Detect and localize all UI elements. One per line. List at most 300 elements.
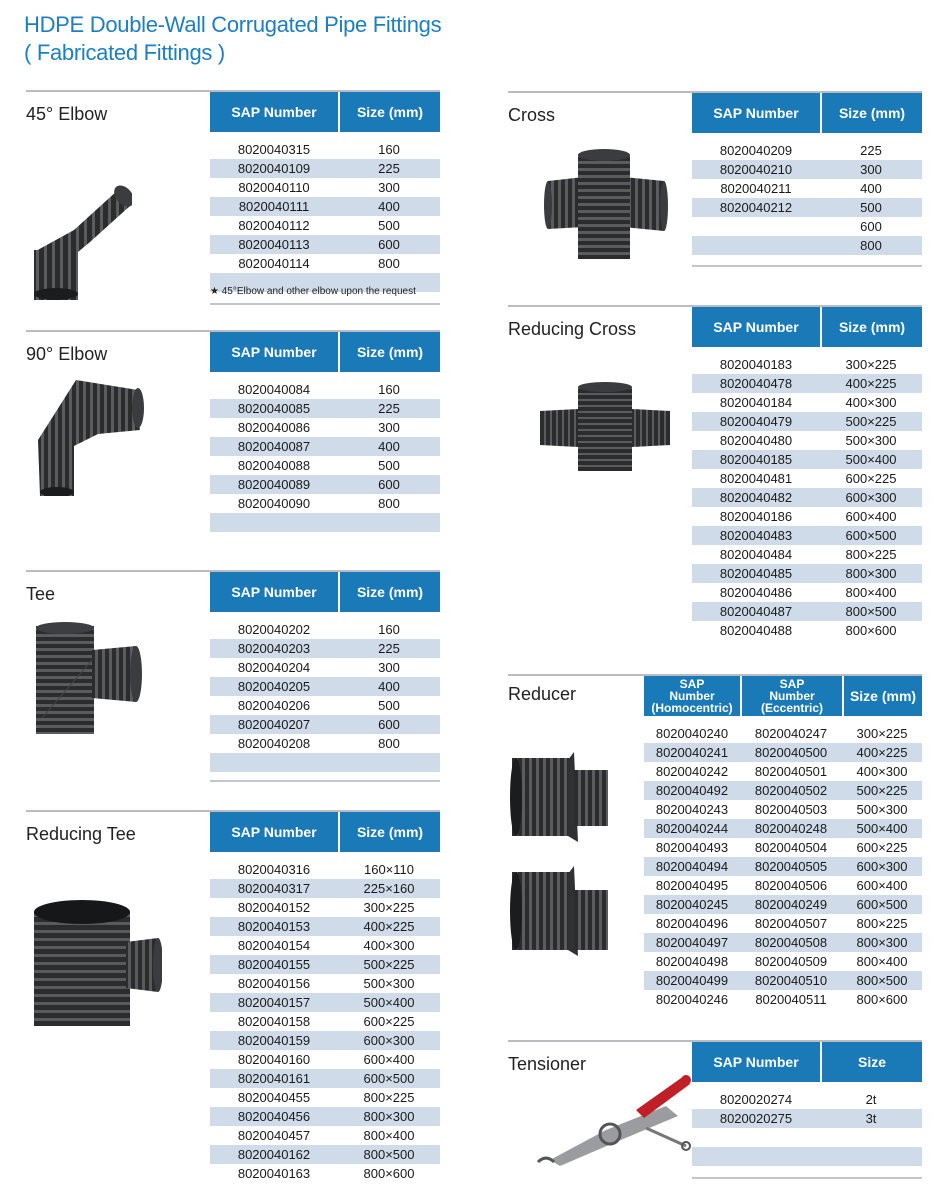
section-tee — [26, 570, 440, 790]
table-row — [692, 1109, 922, 1128]
sap-number-cell: 8020040249 — [754, 897, 828, 912]
sap-number-cell: 8020040484 — [719, 547, 793, 562]
elbow90-table — [210, 332, 440, 551]
section-title: Cross — [508, 105, 556, 125]
sap-number-cell: 8020040162 — [237, 1147, 311, 1162]
column-header: SAP Number (Homocentric) — [644, 676, 740, 716]
table-row — [692, 545, 922, 564]
table-row — [210, 879, 440, 898]
table-row — [644, 724, 922, 743]
table-row — [210, 235, 440, 254]
tee-table — [210, 572, 440, 772]
empty-row — [692, 1147, 922, 1166]
sap-number-cell: 8020040157 — [237, 995, 311, 1010]
column-header: Size (mm) — [338, 812, 440, 852]
sap-number-cell: 8020040247 — [754, 726, 828, 741]
sap-number-cell: 8020040111 — [238, 199, 310, 214]
table-row — [644, 876, 922, 895]
size-cell: 800 — [378, 256, 400, 271]
section-reducer — [508, 674, 922, 1007]
size-cell: 400 — [860, 181, 882, 196]
sap-number-cell: 8020020274 — [719, 1092, 793, 1107]
size-cell: 400×300 — [845, 395, 897, 410]
sap-number-cell: 8020040087 — [237, 439, 311, 454]
size-cell: 300 — [860, 162, 882, 177]
table-row — [692, 431, 922, 450]
sap-number-cell: 8020040212 — [719, 200, 793, 215]
table-row — [692, 583, 922, 602]
size-cell: 600×225 — [856, 840, 908, 855]
column-header: Size (mm) — [842, 676, 922, 716]
column-header: SAP Number (Eccentric) — [740, 676, 842, 716]
size-cell: 500×300 — [845, 433, 897, 448]
sap-number-cell: 8020040243 — [655, 802, 729, 817]
column-header: Size (mm) — [820, 93, 922, 133]
sap-number-cell: 8020040508 — [754, 935, 828, 950]
size-cell: 300×225 — [856, 726, 908, 741]
size-cell: 600×300 — [363, 1033, 415, 1048]
sap-number-cell: 8020040481 — [719, 471, 793, 486]
table-row — [210, 993, 440, 1012]
size-cell: 800×225 — [845, 547, 897, 562]
table-row — [644, 838, 922, 857]
size-cell: 300×225 — [845, 357, 897, 372]
page-subtitle: ( Fabricated Fittings ) — [24, 40, 225, 65]
sap-number-cell: 8020040482 — [719, 490, 793, 505]
sap-number-cell: 8020040506 — [754, 878, 828, 893]
table-row — [210, 955, 440, 974]
table-row — [692, 488, 922, 507]
size-cell: 800×225 — [363, 1090, 415, 1105]
size-cell: 600×300 — [845, 490, 897, 505]
sap-number-cell: 8020040202 — [237, 622, 311, 637]
table-row — [210, 1088, 440, 1107]
table-row — [210, 1107, 440, 1126]
sap-number-cell: 8020040160 — [237, 1052, 311, 1067]
sap-number-cell: 8020040492 — [655, 783, 729, 798]
table-row — [644, 781, 922, 800]
reducing-tee-table — [210, 812, 440, 1183]
sap-number-cell: 8020040502 — [754, 783, 828, 798]
size-cell: 500×400 — [363, 995, 415, 1010]
sap-number-cell: 8020040248 — [754, 821, 828, 836]
page-title: HDPE Double-Wall Corrugated Pipe Fittings — [24, 12, 442, 37]
size-cell: 800×500 — [856, 973, 908, 988]
table-row — [210, 1031, 440, 1050]
table-row — [692, 1090, 922, 1109]
empty-row — [210, 513, 440, 532]
table-row — [644, 819, 922, 838]
sap-number-cell: 8020040155 — [237, 957, 311, 972]
sap-number-cell: 8020040485 — [719, 566, 793, 581]
reducing-cross-pipe-image — [538, 381, 672, 480]
sap-number-cell: 8020040085 — [237, 401, 311, 416]
sap-number-cell: 8020040114 — [238, 256, 310, 271]
tensioner-tool-image — [536, 1070, 696, 1175]
size-cell: 400×225 — [856, 745, 908, 760]
column-header: Size (mm) — [820, 307, 922, 347]
sap-number-cell: 8020040185 — [719, 452, 793, 467]
table-row — [210, 639, 440, 658]
tensioner-table — [692, 1042, 922, 1185]
size-cell: 500 — [378, 218, 400, 233]
table-row — [210, 1126, 440, 1145]
column-header: SAP Number — [210, 92, 338, 132]
table-row — [644, 971, 922, 990]
sap-number-cell: 8020040245 — [655, 897, 729, 912]
sap-number-cell: 8020040186 — [719, 509, 793, 524]
sap-number-cell: 8020040089 — [237, 477, 311, 492]
footnote: ★ 45°Elbow and other elbow upon the request — [210, 286, 416, 297]
table-row — [210, 418, 440, 437]
sap-number-cell: 8020040163 — [237, 1166, 311, 1181]
size-cell: 500×300 — [363, 976, 415, 991]
sap-number-cell: 8020040455 — [237, 1090, 311, 1105]
size-cell: 600×225 — [845, 471, 897, 486]
sap-number-cell: 8020040241 — [655, 745, 729, 760]
sap-number-cell: 8020040478 — [719, 376, 793, 391]
table-header — [210, 332, 440, 372]
sap-number-cell: 8020040479 — [719, 414, 793, 429]
size-cell: 160 — [378, 622, 400, 637]
sap-number-cell: 8020040483 — [719, 528, 793, 543]
table-header — [644, 676, 922, 716]
table-row — [210, 1145, 440, 1164]
table-row — [692, 160, 922, 179]
table-row — [644, 762, 922, 781]
size-cell: 225 — [378, 401, 400, 416]
sap-number-cell: 8020040511 — [755, 992, 827, 1007]
sap-number-cell: 8020040486 — [719, 585, 793, 600]
column-header: SAP Number — [210, 572, 338, 612]
size-cell: 600×500 — [363, 1071, 415, 1086]
size-cell: 800 — [378, 496, 400, 511]
reducer-table — [644, 676, 922, 1009]
sap-number-cell: 8020040159 — [237, 1033, 311, 1048]
table-row — [210, 860, 440, 879]
size-cell: 500 — [378, 698, 400, 713]
sap-number-cell: 8020040499 — [655, 973, 729, 988]
size-cell: 3t — [865, 1111, 877, 1126]
elbow45-table — [210, 92, 440, 292]
table-row — [210, 1069, 440, 1088]
section-title: Reducer — [508, 684, 577, 704]
section-title: Tensioner — [508, 1054, 587, 1074]
table-row — [692, 621, 922, 640]
table-row — [692, 374, 922, 393]
table-row — [210, 254, 440, 273]
section-title: 45° Elbow — [26, 104, 108, 124]
sap-number-cell: 8020040509 — [754, 954, 828, 969]
table-header — [210, 812, 440, 852]
column-header: SAP Number — [692, 93, 820, 133]
table-row — [644, 990, 922, 1009]
table-row — [210, 437, 440, 456]
sap-number-cell: 8020040503 — [754, 802, 828, 817]
table-header — [210, 572, 440, 612]
table-row — [692, 198, 922, 217]
column-header: SAP Number — [692, 307, 820, 347]
sap-number-cell: 8020040498 — [655, 954, 729, 969]
sap-number-cell: 8020040501 — [754, 764, 828, 779]
sap-number-cell: 8020040507 — [754, 916, 828, 931]
elbow90-pipe-image — [34, 378, 146, 501]
size-cell: 500×225 — [856, 783, 908, 798]
size-cell: 225 — [378, 641, 400, 656]
table-row — [210, 1050, 440, 1069]
tee-pipe-image — [32, 620, 142, 741]
table-row — [210, 620, 440, 639]
size-cell: 400×225 — [363, 919, 415, 934]
table-row — [644, 857, 922, 876]
sap-number-cell: 8020040203 — [237, 641, 311, 656]
size-cell: 500×400 — [856, 821, 908, 836]
sap-number-cell: 8020020275 — [719, 1111, 793, 1126]
reducing-cross-table — [692, 307, 922, 640]
size-cell: 600×300 — [856, 859, 908, 874]
section-title: Tee — [26, 584, 56, 604]
size-cell: 800×225 — [856, 916, 908, 931]
sap-number-cell: 8020040242 — [655, 764, 729, 779]
size-cell: 300 — [378, 180, 400, 195]
size-cell: 400 — [378, 439, 400, 454]
sap-number-cell: 8020040154 — [237, 938, 311, 953]
table-row — [692, 507, 922, 526]
column-header: SAP Number — [692, 1042, 820, 1082]
cross-table — [692, 93, 922, 255]
table-row — [644, 800, 922, 819]
size-cell: 800×400 — [856, 954, 908, 969]
table-row — [692, 450, 922, 469]
size-cell: 600×400 — [845, 509, 897, 524]
sap-number-cell: 8020040244 — [655, 821, 729, 836]
column-header: Size (mm) — [338, 572, 440, 612]
size-cell: 500 — [860, 200, 882, 215]
size-cell: 400×300 — [363, 938, 415, 953]
table-row — [210, 197, 440, 216]
sap-number-cell: 8020040153 — [237, 919, 311, 934]
size-cell: 400 — [378, 199, 400, 214]
elbow45-pipe-image — [28, 168, 132, 305]
size-cell: 600×500 — [845, 528, 897, 543]
sap-number-cell: 8020040488 — [719, 623, 793, 638]
size-cell: 600 — [378, 717, 400, 732]
table-row — [210, 216, 440, 235]
section-reducing-cross — [508, 305, 922, 638]
size-cell: 600 — [378, 237, 400, 252]
sap-number-cell: 8020040205 — [237, 679, 311, 694]
size-cell: 225 — [860, 143, 882, 158]
size-cell: 400×225 — [845, 376, 897, 391]
sap-number-cell: 8020040240 — [655, 726, 729, 741]
size-cell: 800×400 — [845, 585, 897, 600]
sap-number-cell: 8020040246 — [655, 992, 729, 1007]
sap-number-cell: 8020040206 — [237, 698, 311, 713]
column-header: SAP Number — [210, 812, 338, 852]
table-row — [644, 933, 922, 952]
sap-number-cell: 8020040317 — [237, 881, 311, 896]
size-cell: 300 — [378, 660, 400, 675]
table-row — [692, 179, 922, 198]
size-cell: 500×300 — [856, 802, 908, 817]
section-bottom-rule — [692, 1177, 922, 1179]
table-row — [210, 734, 440, 753]
size-cell: 160 — [378, 142, 400, 157]
sap-number-cell: 8020040497 — [655, 935, 729, 950]
table-row — [692, 526, 922, 545]
size-cell: 400 — [378, 679, 400, 694]
size-cell: 160 — [378, 382, 400, 397]
table-row — [210, 658, 440, 677]
table-row — [210, 1012, 440, 1031]
sap-number-cell: 8020040505 — [754, 859, 828, 874]
sap-number-cell: 8020040109 — [237, 161, 311, 176]
column-header: Size (mm) — [338, 92, 440, 132]
sap-number-cell: 8020040156 — [237, 976, 311, 991]
size-cell: 300 — [378, 420, 400, 435]
table-row — [210, 898, 440, 917]
size-cell: 600×400 — [856, 878, 908, 893]
size-cell: 600×225 — [363, 1014, 415, 1029]
sap-number-cell: 8020040204 — [237, 660, 311, 675]
sap-number-cell: 8020040456 — [237, 1109, 311, 1124]
section-reducing-tee — [26, 810, 440, 1182]
column-header: Size — [820, 1042, 922, 1082]
table-row — [692, 564, 922, 583]
size-cell: 800×500 — [363, 1147, 415, 1162]
empty-row — [210, 753, 440, 772]
sap-number-cell: 8020040110 — [238, 180, 310, 195]
sap-number-cell: 8020040207 — [237, 717, 311, 732]
table-row — [210, 696, 440, 715]
size-cell: 600×500 — [856, 897, 908, 912]
size-cell: 800×400 — [363, 1128, 415, 1143]
size-cell: 500×400 — [845, 452, 897, 467]
table-row — [692, 355, 922, 374]
table-row — [210, 456, 440, 475]
size-cell: 800×600 — [363, 1166, 415, 1181]
size-cell: 500×225 — [363, 957, 415, 972]
size-cell: 500×225 — [845, 414, 897, 429]
sap-number-cell: 8020040494 — [655, 859, 729, 874]
sap-number-cell: 8020040208 — [237, 736, 311, 751]
sap-number-cell: 8020040504 — [754, 840, 828, 855]
sap-number-cell: 8020040158 — [237, 1014, 311, 1029]
section-tensioner — [508, 1040, 922, 1190]
table-row — [210, 917, 440, 936]
size-cell: 225 — [378, 161, 400, 176]
size-cell: 160×110 — [363, 862, 414, 877]
size-cell: 800 — [860, 238, 882, 253]
reducer-eccentric-image — [508, 864, 612, 963]
column-header: Size (mm) — [338, 332, 440, 372]
sap-number-cell: 8020040496 — [655, 916, 729, 931]
table-row — [692, 412, 922, 431]
sap-number-cell: 8020040152 — [237, 900, 311, 915]
table-row — [210, 140, 440, 159]
reducing-tee-pipe-image — [30, 898, 162, 1035]
section-title: Reducing Cross — [508, 319, 637, 339]
sap-number-cell: 8020040510 — [754, 973, 828, 988]
empty-row — [210, 532, 440, 551]
sap-number-cell: 8020040084 — [237, 382, 311, 397]
sap-number-cell: 8020040457 — [237, 1128, 311, 1143]
size-cell: 500 — [378, 458, 400, 473]
table-row — [210, 380, 440, 399]
sap-number-cell: 8020040500 — [754, 745, 828, 760]
reducer-homocentric-image — [508, 750, 612, 849]
size-cell: 300×225 — [363, 900, 415, 915]
table-row — [644, 895, 922, 914]
size-cell: 800×300 — [845, 566, 897, 581]
table-row — [210, 1164, 440, 1183]
table-row — [692, 217, 922, 236]
table-row — [692, 469, 922, 488]
table-row — [210, 475, 440, 494]
table-header — [692, 307, 922, 347]
sap-number-cell: 8020040316 — [237, 862, 311, 877]
empty-row — [692, 1128, 922, 1147]
size-cell: 2t — [865, 1092, 877, 1107]
table-row — [692, 236, 922, 255]
sap-number-cell: 8020040493 — [655, 840, 729, 855]
section-title: 90° Elbow — [26, 344, 108, 364]
table-row — [644, 743, 922, 762]
sap-number-cell: 8020040086 — [237, 420, 311, 435]
table-row — [210, 677, 440, 696]
section-bottom-rule — [210, 303, 440, 305]
empty-row — [692, 1166, 922, 1185]
table-row — [210, 715, 440, 734]
table-row — [692, 602, 922, 621]
table-row — [210, 399, 440, 418]
table-row — [210, 936, 440, 955]
size-cell: 600 — [378, 477, 400, 492]
table-header — [692, 93, 922, 133]
sap-number-cell: 8020040112 — [238, 218, 310, 233]
size-cell: 600 — [860, 219, 882, 234]
table-header — [210, 92, 440, 132]
section-bottom-rule — [210, 780, 440, 782]
table-row — [644, 952, 922, 971]
size-cell: 800×600 — [845, 623, 897, 638]
size-cell: 800×300 — [856, 935, 908, 950]
cross-pipe-image — [544, 147, 668, 270]
sap-number-cell: 8020040209 — [719, 143, 793, 158]
table-row — [210, 974, 440, 993]
sap-number-cell: 8020040315 — [237, 142, 311, 157]
sap-number-cell: 8020040183 — [719, 357, 793, 372]
table-row — [210, 494, 440, 513]
table-row — [210, 159, 440, 178]
size-cell: 800×500 — [845, 604, 897, 619]
table-row — [644, 914, 922, 933]
section-title: Reducing Tee — [26, 824, 136, 844]
sap-number-cell: 8020040113 — [238, 237, 310, 252]
sap-number-cell: 8020040480 — [719, 433, 793, 448]
size-cell: 800×300 — [363, 1109, 415, 1124]
sap-number-cell: 8020040090 — [237, 496, 311, 511]
sap-number-cell: 8020040088 — [237, 458, 311, 473]
section-bottom-rule — [692, 265, 922, 267]
size-cell: 800×600 — [856, 992, 908, 1007]
sap-number-cell: 8020040487 — [719, 604, 793, 619]
sap-number-cell: 8020040211 — [720, 181, 792, 196]
sap-number-cell: 8020040161 — [237, 1071, 311, 1086]
size-cell: 800 — [378, 736, 400, 751]
table-header — [692, 1042, 922, 1082]
size-cell: 600×400 — [363, 1052, 415, 1067]
